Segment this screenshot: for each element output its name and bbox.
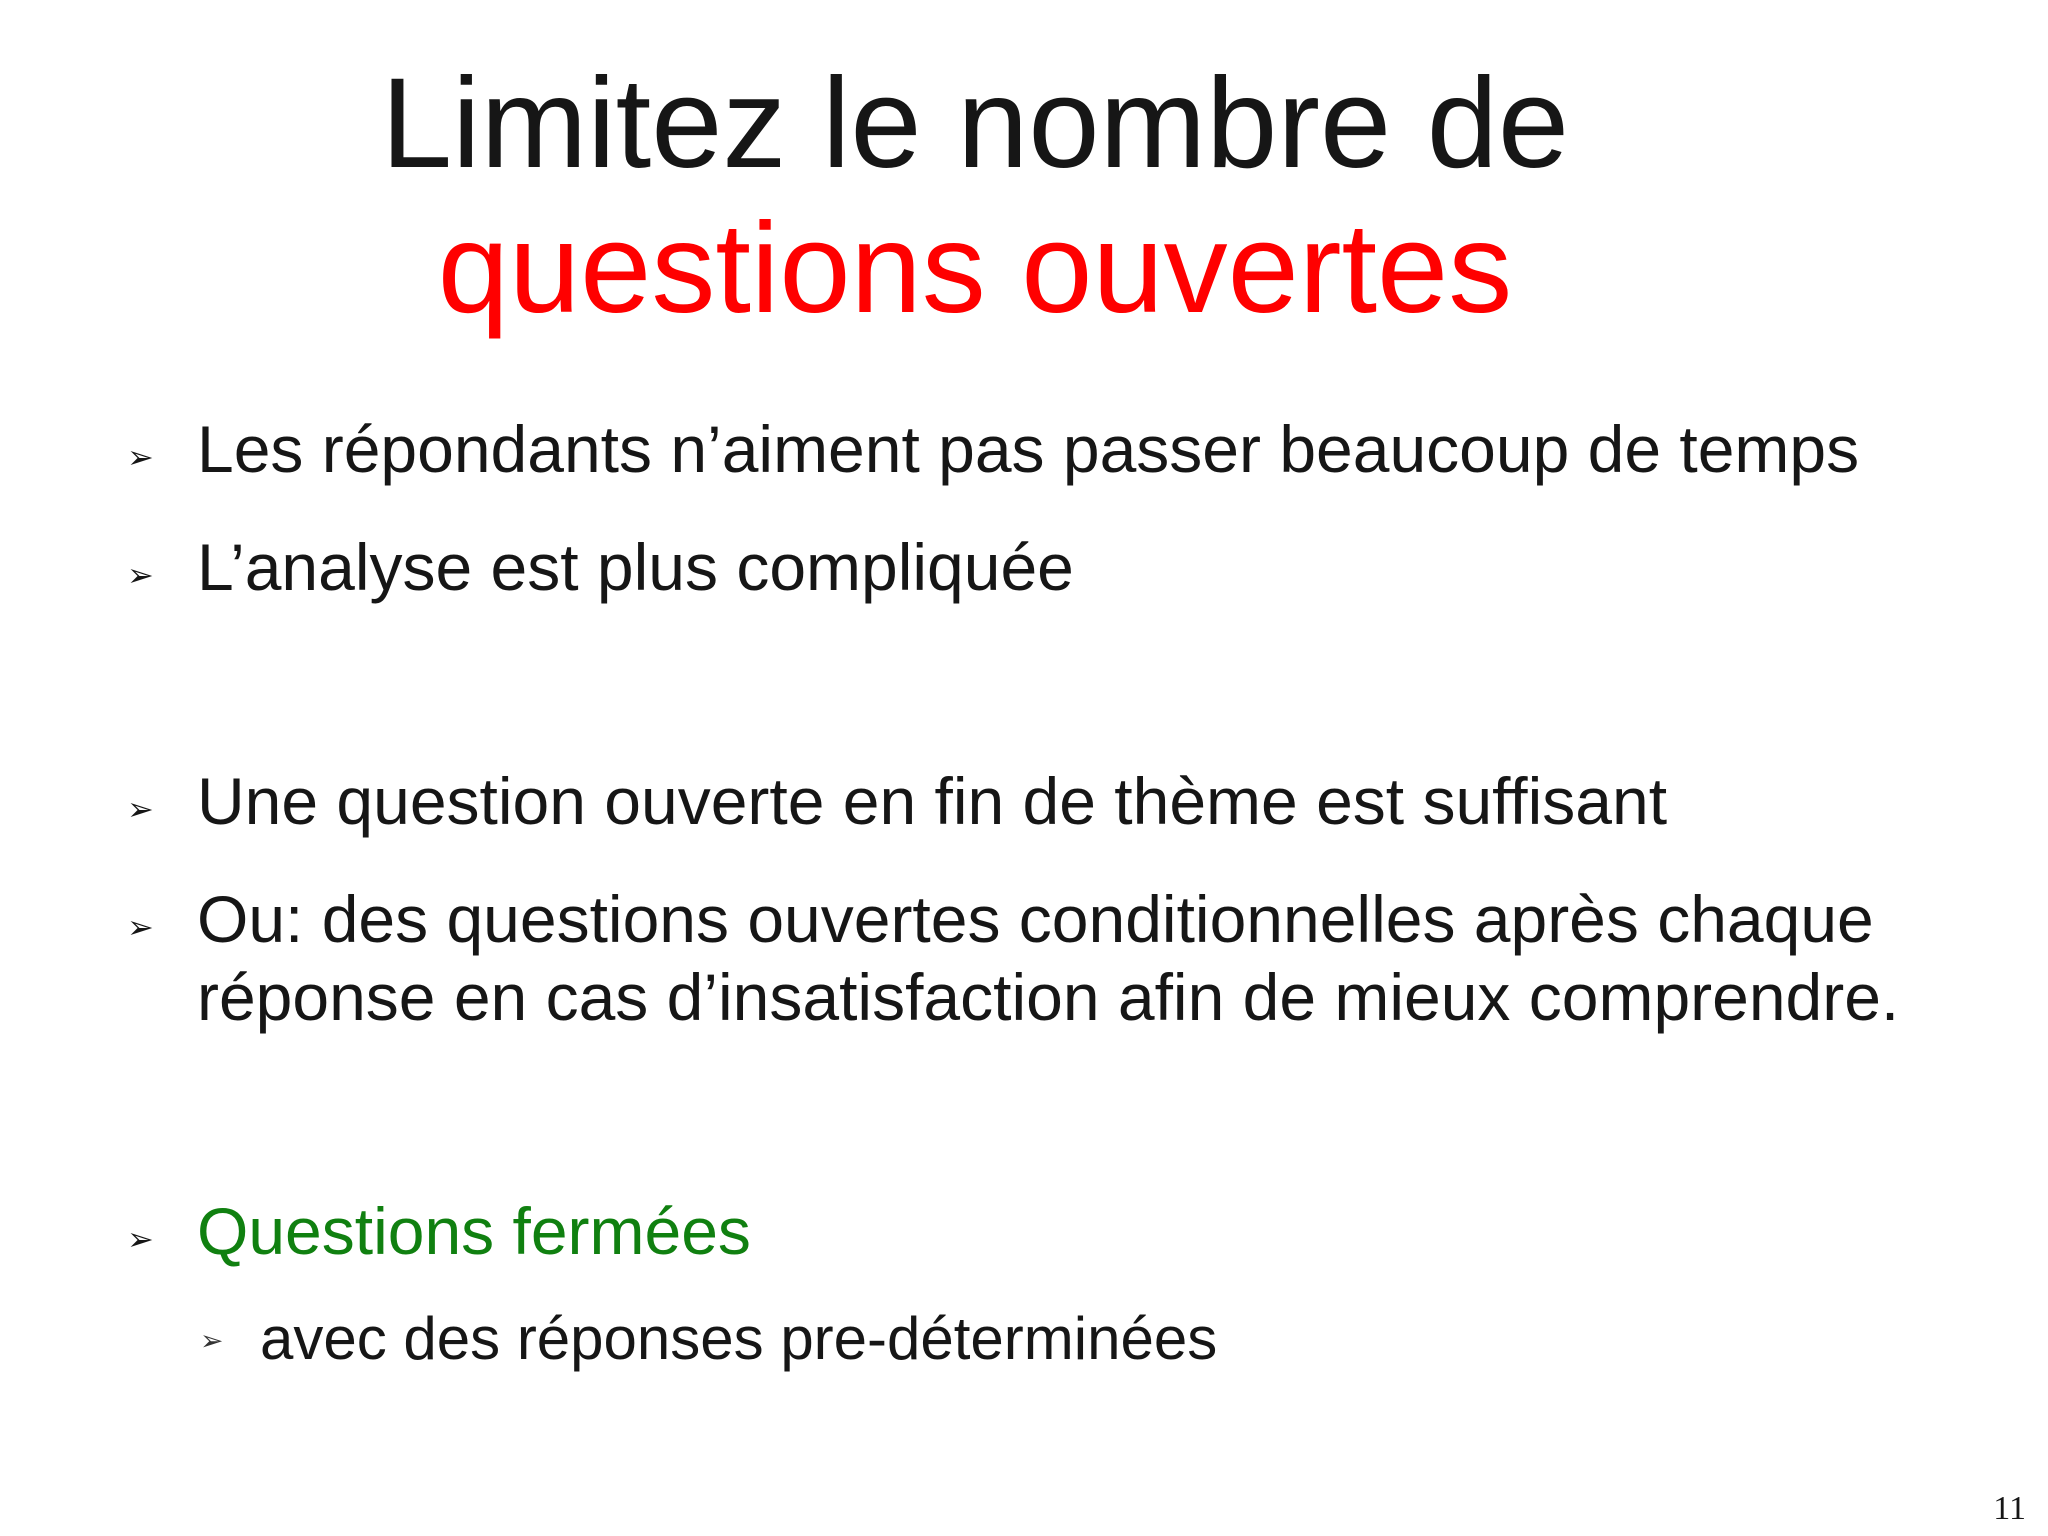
arrowhead-bullet-icon: ➢	[127, 438, 154, 476]
bullet-text-multiline	[197, 880, 1899, 1036]
page-number: 11	[1993, 1490, 2026, 1527]
bullet-item	[127, 762, 1667, 840]
arrowhead-bullet-icon: ➢	[200, 1324, 224, 1357]
arrowhead-bullet-icon: ➢	[127, 1220, 154, 1258]
bullet-text-highlight: Questions fermées	[197, 1194, 751, 1268]
bullet-item	[127, 410, 1859, 488]
bullet-text-line: réponse en cas d’insatisfaction afin de mieux comprendre.	[197, 960, 1900, 1034]
arrowhead-bullet-icon: ➢	[127, 908, 154, 946]
slide-title-line-2: questions ouvertes	[437, 197, 1513, 340]
bullet-text: Une question ouverte en fin de thème est suffisant	[197, 764, 1668, 838]
bullet-item	[127, 1192, 751, 1270]
arrowhead-bullet-icon: ➢	[127, 556, 154, 594]
sub-bullet-item	[200, 1304, 1217, 1374]
bullet-text: L’analyse est plus compliquée	[197, 530, 1074, 604]
bullet-item	[127, 880, 1899, 1036]
sub-bullet-text: avec des réponses pre-déterminées	[260, 1305, 1218, 1372]
arrowhead-bullet-icon: ➢	[127, 790, 154, 828]
bullet-text: Les répondants n’aiment pas passer beaucoup de temps	[197, 412, 1860, 486]
bullet-item	[127, 528, 1074, 606]
slide-title-line-1: Limitez le nombre de	[380, 52, 1570, 195]
bullet-text-line: Ou: des questions ouvertes conditionnelles après chaque	[197, 882, 1874, 956]
